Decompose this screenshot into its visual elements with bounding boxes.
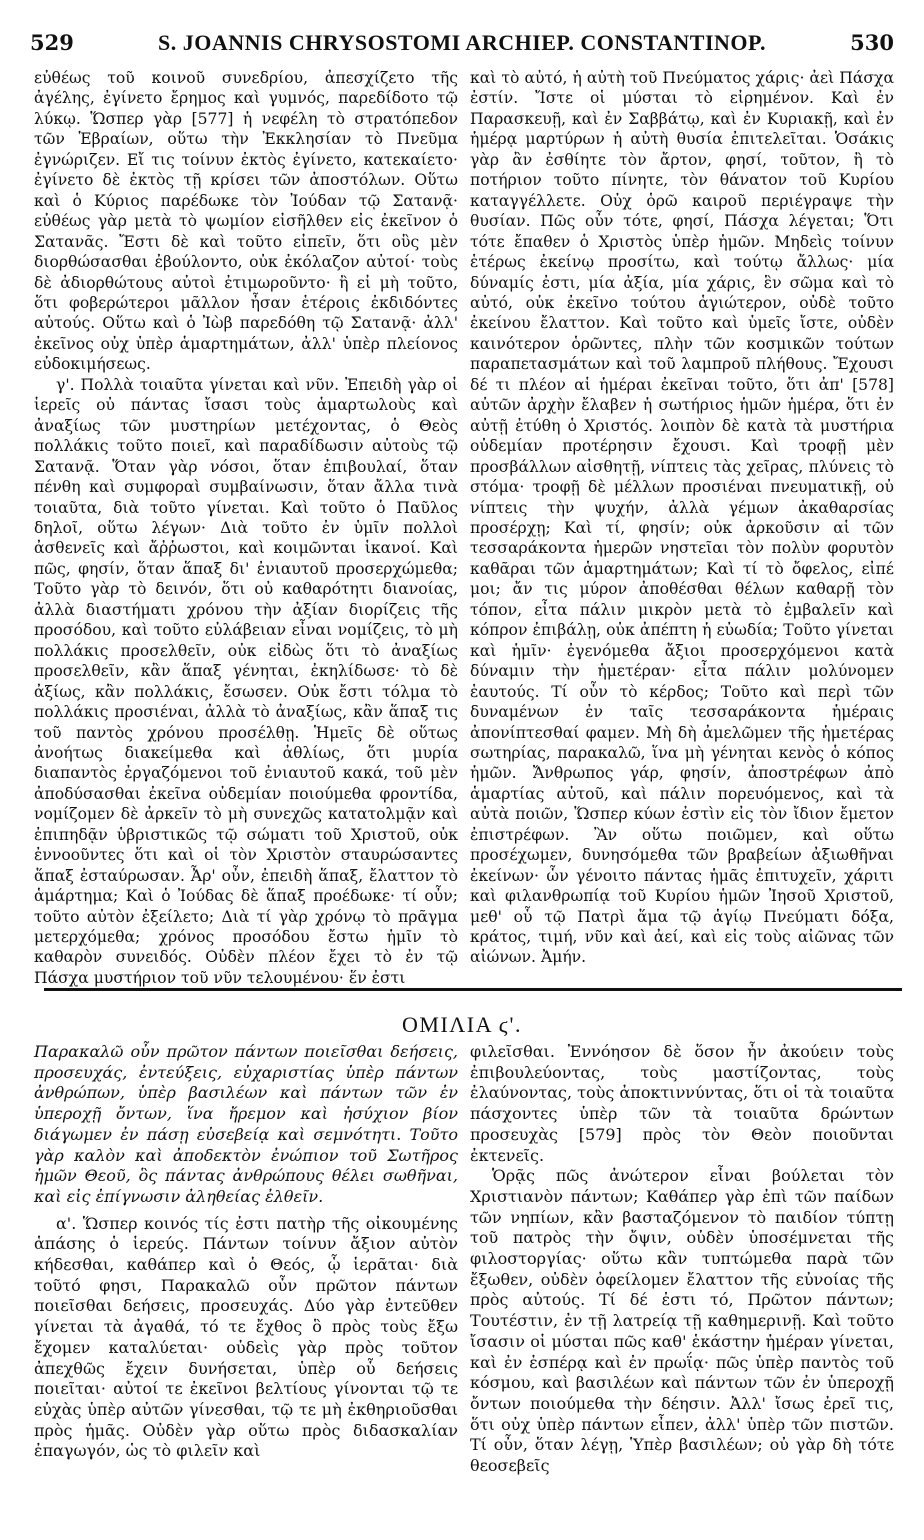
bottom-left-column xyxy=(34,1042,458,1462)
top-left-column xyxy=(34,68,458,988)
scripture-verse: Παρακαλῶ οὖν πρῶτον πάντων ποιεῖσθαι δεήσεις, προσευχάς, ἐντεύξεις, εὐχαριστίας ὑπὲρ πάντων ἀνθρώπων, ὑπὲρ βασιλέων καὶ πάντων τῶν ἐν ὑπεροχῇ ὄντων, ἵνα ἤρεμον καὶ ἡσύχιον βίον διάγωμεν ἐν πάσῃ εὐσεβείᾳ καὶ σεμνότητι. Τοῦτο γὰρ καλὸν καὶ ἀποδεκτὸν ἐνώπιον τοῦ Σωτῆρος ἡμῶν Θεοῦ, ὃς πάντας ἀνθρώπους θέλει σωθῆναι, καὶ εἰς ἐπίγνωσιν ἀληθείας ἐλθεῖν. xyxy=(34,1042,458,1206)
paragraph: Ὁρᾷς πῶς ἀνώτερον εἶναι βούλεται τὸν Χριστιανὸν πάντων; Καθάπερ γὰρ ἐπὶ τῶν παίδων τῶν νηπίων, κἂν βασταζόμενον τὸ παιδίον τύπτῃ τοῦ πατρὸς τὴν ὄψιν, οὐδὲν ὑποσέμνεται τῆς φιλοστοργίας· οὕτω κἂν τυπτώμεθα παρὰ τῶν ἔξωθεν, οὐδὲν ὀφείλομεν ἔλαττον τῆς εὐνοίας τῆς πρὸς αὐτούς. Τί δέ ἐστι τό, Πρῶτον πάντων; Τουτέστιν, ἐν τῇ λατρείᾳ τῇ καθημερινῇ. Καὶ τοῦτο ἴσασιν οἱ μύσται πῶς καθ' ἑκάστην ἡμέραν γίνεται, καὶ ἐν ἑσπέρᾳ καὶ ἐν πρωΐᾳ· πῶς ὑπὲρ παντὸς τοῦ κόσμου, καὶ βασιλέων καὶ πάντων τῶν ἐν ὑπεροχῇ ὄντων ποιούμεθα τὴν δέησιν. Ἀλλ' ἴσως ἐρεῖ τις, ὅτι οὐχ ὑπὲρ πάντων εἶπεν, ἀλλ' ὑπὲρ τῶν πιστῶν. Τί οὖν, ὅταν λέγῃ, Ὑπὲρ βασιλέων; οὐ γὰρ δὴ τότε θεοσεβεῖς xyxy=(470,1166,894,1476)
running-title: S. JOANNIS CHRYSOSTOMI ARCHIEP. CONSTANTINOP. xyxy=(158,30,766,55)
page-number-left: 529 xyxy=(30,30,74,55)
bottom-right-column xyxy=(470,1042,894,1477)
paragraph: α'. Ὥσπερ κοινός τίς ἐστι πατὴρ τῆς οἰκουμένης ἁπάσης ὁ ἱερεύς. Πάντων τοίνυν ἄξιον αὐτὸν κήδεσθαι, καθάπερ καὶ ὁ Θεός, ᾧ ἱερᾶται· διὰ τοῦτό φησι, Παρακαλῶ οὖν πρῶτον πάντων ποιεῖσθαι δεήσεις, προσευχάς. Δύο γὰρ ἐντεῦθεν γίνεται τὰ ἀγαθά, τό τε ἔχθος ὃ πρὸς τοὺς ἔξω ἔχομεν καταλύεται· οὐδεὶς γὰρ πρὸς τοῦτον ἀπεχθῶς ἔχειν δυνήσεται, ὑπὲρ οὗ δεήσεις ποιεῖται· αὐτοί τε ἐκεῖνοι βελτίους γίνονται τῷ τε εὐχὰς ὑπὲρ αὐτῶν γίνεσθαι, τῷ τε μὴ ἐκθηριοῦσθαι πρὸς ἡμᾶς. Οὐδὲν γὰρ οὕτω πρὸς διδασκαλίαν ἐπαγωγόν, ὡς τὸ φιλεῖν καὶ xyxy=(34,1213,458,1461)
running-header xyxy=(30,30,894,58)
page-number-right: 530 xyxy=(850,30,894,55)
top-right-column xyxy=(470,68,894,968)
homily-title: ΟΜΙΛΙΑ ϛ'. xyxy=(402,1012,522,1037)
section-divider xyxy=(44,988,902,991)
paragraph: φιλεῖσθαι. Ἐννόησον δὲ ὅσον ἦν ἀκούειν τοὺς ἐπιβουλεύοντας, τοὺς μαστίζοντας, τοὺς ἐλαύνοντας, τοὺς ἀποκτιννύντας, ὅτι οἱ τὰ τοιαῦτα πάσχοντες ὑπὲρ τῶν τὰ τοιαῦτα δρώντων προσευχὰς [579] πρὸς τὸν Θεὸν ποιοῦνται ἐκτενεῖς. xyxy=(470,1042,894,1165)
paragraph: γ'. Πολλὰ τοιαῦτα γίνεται καὶ νῦν. Ἐπειδὴ γὰρ οἱ ἱερεῖς οὐ πάντας ἴσασι τοὺς ἁμαρτωλοὺς καὶ ἀναξίως τῶν μυστηρίων μετέχοντας, ὁ Θεὸς πολλάκις τοῦτο ποιεῖ, καὶ παραδίδωσιν αὐτοὺς τῷ Σατανᾷ. Ὅταν γὰρ νόσοι, ὅταν ἐπιβουλαί, ὅταν πένθη καὶ συμφοραὶ συμβαίνωσιν, ὅταν ἄλλα τινὰ τοιαῦτα, διὰ τοῦτο γίνεται. Καὶ τοῦτο ὁ Παῦλος δηλοῖ, οὕτω λέγων· Διὰ τοῦτο ἐν ὑμῖν πολλοὶ ἀσθενεῖς καὶ ἄῤῥωστοι, καὶ κοιμῶνται ἱκανοί. Καὶ πῶς, φησίν, ὅταν ἅπαξ δι' ἐνιαυτοῦ προσερχώμεθα; Τοῦτο γὰρ τὸ δεινόν, ὅτι οὐ καθαρότητι διανοίας, ἀλλὰ διαστήματι χρόνου τὴν ἀξίαν διορίζεις τῆς προσόδου, καὶ τοῦτο εὐλάβειαν εἶναι νομίζεις, τὸ μὴ πολλάκις προσελθεῖν, οὐκ εἰδὼς ὅτι τὸ ἀναξίως προσελθεῖν, κἂν ἅπαξ γένηται, ἐκηλίδωσε· τὸ δὲ ἀξίως, κἂν πολλάκις, ἔσωσεν. Οὐκ ἔστι τόλμα τὸ πολλάκις προσιέναι, ἀλλὰ τὸ ἀναξίως, κἂν ἅπαξ τις τοῦ παντὸς χρόνου προσέλθῃ. Ἡμεῖς δὲ οὕτως ἀνοήτως διακείμεθα καὶ ἀθλίως, ὅτι μυρία διαπαντὸς ἐργαζόμενοι τοῦ ἐνιαυτοῦ κακά, τοῦ μὲν ἀποδύσασθαι ἐκεῖνα οὐδεμίαν ποιούμεθα φροντίδα, νομίζομεν δὲ ἀρκεῖν τὸ μὴ συνεχῶς κατατολμᾷν καὶ ἐπιπηδᾷν ὑβριστικῶς τῷ σώματι τοῦ Χριστοῦ, οὐκ ἐννοοῦντες ὅτι καὶ οἱ τὸν Χριστὸν σταυρώσαντες ἅπαξ ἐσταύρωσαν. Ἆρ' οὖν, ἐπειδὴ ἅπαξ, ἔλαττον τὸ ἁμάρτημα; Καὶ ὁ Ἰούδας δὲ ἅπαξ προέδωκε· τί οὖν; τοῦτο αὐτὸν ἐξείλετο; Διὰ τί γὰρ χρόνῳ τὸ πρᾶγμα μετερχόμεθα; χρόνος προσόδου ἔστω ἡμῖν τὸ καθαρὸν συνειδός. Οὐδὲν πλέον ἔχει τὸ ἐν τῷ Πάσχα μυστήριον τοῦ νῦν τελουμένου· ἕν ἐστι xyxy=(34,375,458,987)
paragraph: εὐθέως τοῦ κοινοῦ συνεδρίου, ἀπεσχίζετο τῆς ἀγέλης, ἐγίνετο ἔρημος καὶ γυμνός, παρεδίδοτο τῷ λύκῳ. Ὥσπερ γὰρ [577] ἡ νεφέλη τὸ στρατόπεδον τῶν Ἑβραίων, οὕτω τὴν Ἐκκλησίαν τὸ Πνεῦμα ἐγνώριζεν. Εἴ τις τοίνυν ἐκτὸς ἐγίνετο, κατεκαίετο· ἐγίνετο δὲ ἐκτὸς τῇ κρίσει τῶν ἀποστόλων. Οὕτω καὶ ὁ Κύριος παρέδωκε τὸν Ἰούδαν τῷ Σατανᾷ· εὐθέως γὰρ μετὰ τὸ ψωμίον εἰσῆλθεν εἰς ἐκεῖνον ὁ Σατανᾶς. Ἔστι δὲ καὶ τοῦτο εἰπεῖν, ὅτι οὓς μὲν διορθώσασθαι ἐβούλοντο, οὐκ ἐκόλαζον αὐτοί· τοὺς δὲ ἀδιορθώτους αὐτοὶ ἐτιμωροῦντο· ἢ εἰ μὴ τοῦτο, ὅτι φοβερώτεροι μᾶλλον ἦσαν ἑτέροις ἐκδιδόντες αὐτούς. Οὕτω καὶ ὁ Ἰὼβ παρεδόθη τῷ Σατανᾷ· ἀλλ' ἐκεῖνος οὐχ ὑπὲρ ἁμαρτημάτων, ἀλλ' ὑπὲρ πλείονος εὐδοκιμήσεως. xyxy=(34,69,458,374)
paragraph: καὶ τὸ αὐτό, ἡ αὐτὴ τοῦ Πνεύματος χάρις· ἀεὶ Πάσχα ἐστίν. Ἴστε οἱ μύσται τὸ εἰρημένον. Καὶ ἐν Παρασκευῇ, καὶ ἐν Σαββάτῳ, καὶ ἐν Κυριακῇ, καὶ ἐν ἡμέρᾳ μαρτύρων ἡ αὐτὴ θυσία ἐπιτελεῖται. Ὁσάκις γὰρ ἂν ἐσθίητε τὸν ἄρτον, φησί, τοῦτον, ἢ τὸ ποτήριον τοῦτο πίνητε, τὸν θάνατον τοῦ Κυρίου καταγγέλλετε. Οὐχ ὁρῶ καιροῦ περιέγραψε τὴν θυσίαν. Πῶς οὖν τότε, φησί, Πάσχα λέγεται; Ὅτι τότε ἔπαθεν ὁ Χριστὸς ὑπὲρ ἡμῶν. Μηδεὶς τοίνυν ἑτέρως ἐκείνῳ προσίτω, καὶ τούτῳ ἄλλως· μία δύναμίς ἐστι, μία ἀξία, μία χάρις, ἓν σῶμα καὶ τὸ αὐτό, οὐκ ἐκεῖνο τούτου ἁγιώτερον, οὐδὲ τοῦτο ἐκείνου ἔλαττον. Καὶ τοῦτο καὶ ὑμεῖς ἴστε, οὐδὲν καινότερον ὁρῶντες, πλὴν τῶν κοσμικῶν τούτων παραπετασμάτων καὶ τοῦ λαμπροῦ πλήθους. Ἔχουσι δέ τι πλέον αἱ ἡμέραι ἐκεῖναι τοῦτο, ὅτι ἀπ' [578] αὐτῶν ἀρχὴν ἔλαβεν ἡ σωτήριος ἡμῶν ἡμέρα, ὅτι ἐν αὐτῇ ἐτύθη ὁ Χριστός. λοιπὸν δὲ κατὰ τὰ μυστήρια οὐδεμίαν προτέρησιν ἔχουσι. Καὶ τροφῇ μὲν προσβάλλων αἰσθητῇ, νίπτεις τὰς χεῖρας, πλύνεις τὸ στόμα· τροφῇ δὲ μέλλων προσιέναι πνευματικῇ, οὐ νίπτεις τὴν ψυχήν, ἀλλὰ γέμων ἀκαθαρσίας προσέρχῃ; Καὶ τί, φησίν; οὐκ ἀρκοῦσιν αἱ τῶν τεσσαράκοντα ἡμερῶν νηστεῖαι τὸν πολὺν φορυτὸν καθᾶραι τῶν ἁμαρτημάτων; Καὶ τί τὸ ὄφελος, εἰπέ μοι; ἄν τις μύρον ἀποθέσθαι θέλων καθαρῇ τὸν τόπον, εἶτα πάλιν μικρὸν μετὰ τὸ ἐμβαλεῖν καὶ κόπρον ἐπιβάλῃ, οὐκ ἀπέπτη ἡ εὐωδία; Τοῦτο γίνεται καὶ ἡμῖν· ἐγενόμεθα ἄξιοι προσερχόμενοι κατὰ δύναμιν τὴν ἡμετέραν· εἶτα πάλιν μολύνομεν ἑαυτούς. Τί οὖν τὸ κέρδος; Τοῦτο καὶ περὶ τῶν δυναμένων ἐν ταῖς τεσσαράκοντα ἡμέραις ἀπονίπτεσθαί φαμεν. Μὴ δὴ ἀμελῶμεν τῆς ἡμετέρας σωτηρίας, παρακαλῶ, ἵνα μὴ γένηται κενὸς ὁ κόπος ἡμῶν. Ἄνθρωπος γάρ, φησίν, ἀποστρέφων ἀπὸ ἁμαρτίας αὐτοῦ, καὶ πάλιν πορευόμενος, καὶ τὰ αὐτὰ ποιῶν, Ὥσπερ κύων ἐστὶν εἰς τὸν ἴδιον ἔμετον ἐπιστρέφων. Ἂν οὕτω ποιῶμεν, καὶ οὕτω προσέχωμεν, δυνησόμεθα τῶν βραβείων ἀξιωθῆναι ἐκείνων· ὧν γένοιτο πάντας ἡμᾶς ἐπιτυχεῖν, χάριτι καὶ φιλανθρωπίᾳ τοῦ Κυρίου ἡμῶν Ἰησοῦ Χριστοῦ, μεθ' οὗ τῷ Πατρὶ ἅμα τῷ ἁγίῳ Πνεύματι δόξα, κράτος, τιμή, νῦν καὶ ἀεί, καὶ εἰς τοὺς αἰῶνας τῶν αἰώνων. Ἀμήν. xyxy=(470,69,894,967)
